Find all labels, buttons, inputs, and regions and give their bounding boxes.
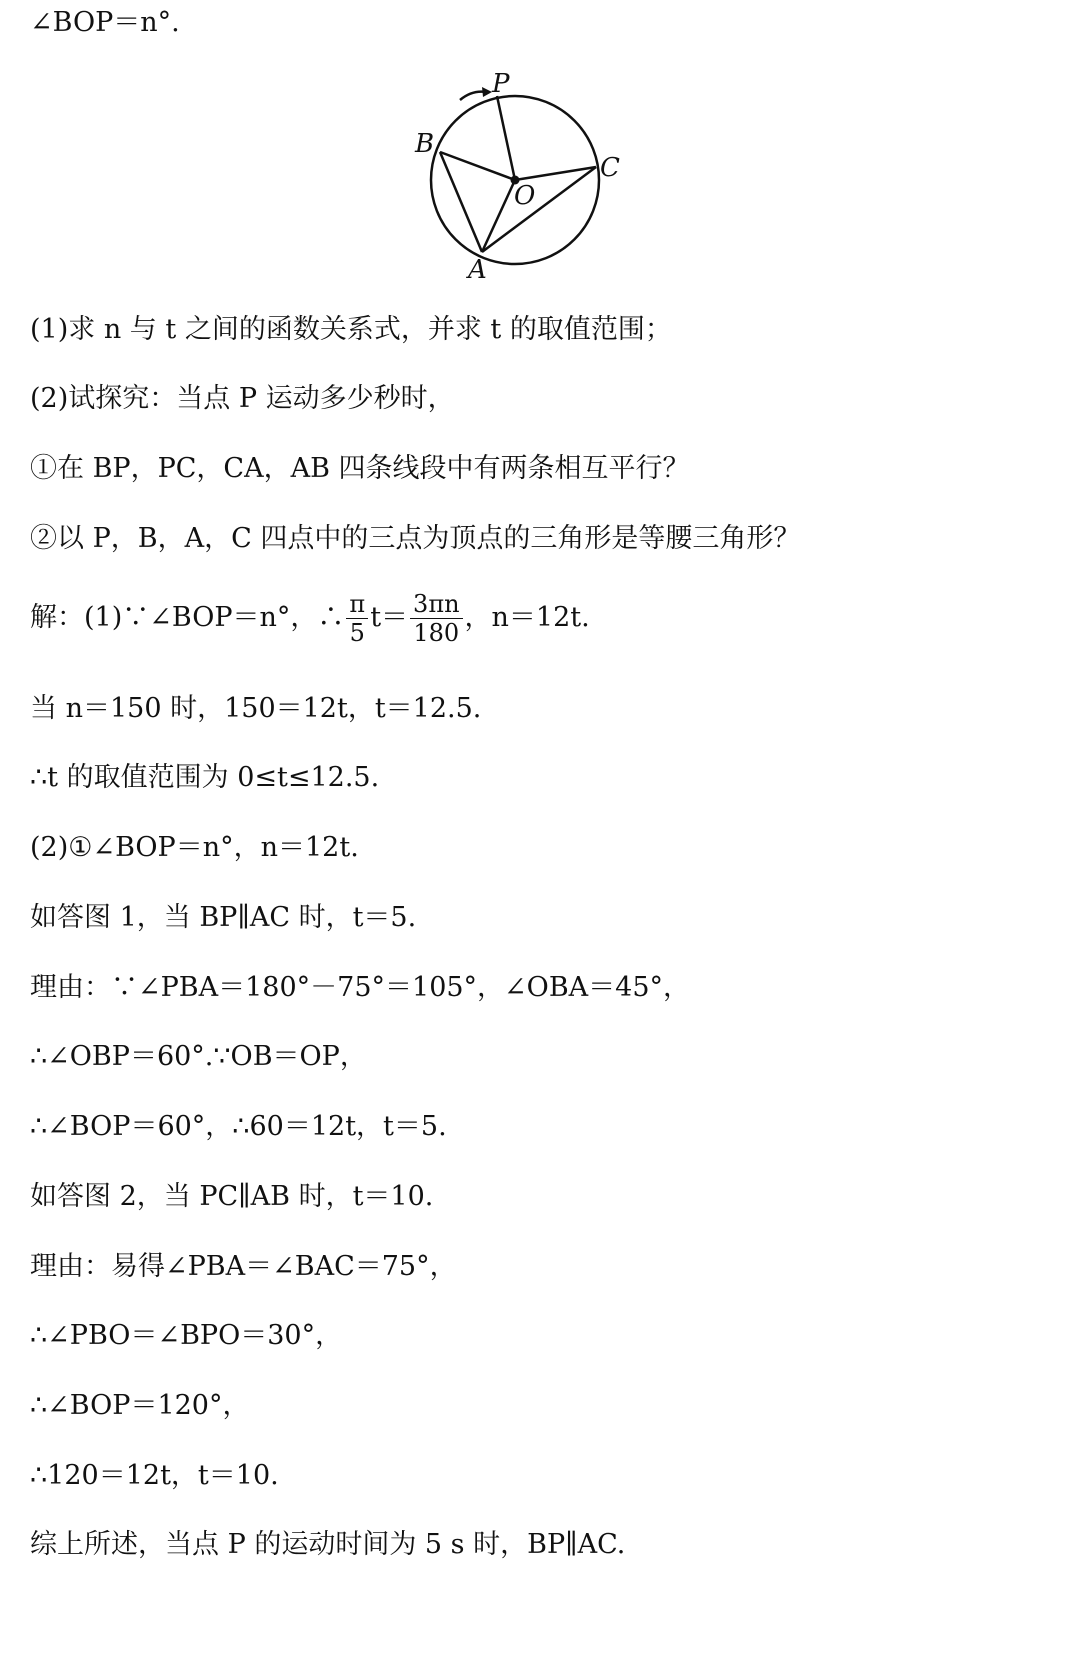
segment-OP	[497, 96, 515, 180]
label-A: A	[468, 255, 487, 285]
solution-line: 当 n＝150 时，150＝12t，t＝12.5.	[30, 693, 482, 724]
solution-line: 综上所述，当点 P 的运动时间为 5 s 时，BP∥AC.	[30, 1529, 626, 1560]
fraction-numerator: π	[346, 590, 368, 619]
circle-figure	[415, 69, 650, 302]
question-2-part-2: ②以 P，B，A，C 四点中的三点为顶点的三角形是等腰三角形？	[30, 523, 801, 554]
solution-line: ∴∠OBP＝60°.∵OB＝OP，	[30, 1041, 367, 1072]
segment-AB	[440, 152, 482, 252]
fraction-pi-over-5	[346, 590, 368, 647]
solution-line: ∴t 的取值范围为 0≤t≤12.5.	[30, 762, 380, 793]
solution-line: 如答图 2，当 PC∥AB 时，t＝10.	[30, 1181, 434, 1212]
fraction-denominator: 180	[413, 619, 460, 647]
segment-AC	[482, 167, 596, 252]
question-2-part-1: ①在 BP，PC，CA，AB 四条线段中有两条相互平行？	[30, 453, 690, 484]
question-1: (1)求 n 与 t 之间的函数关系式，并求 t 的取值范围；	[30, 314, 672, 345]
solution-line: ∴∠PBO＝∠BPO＝30°，	[30, 1320, 343, 1351]
solution-line: 理由：易得∠PBA＝∠BAC＝75°，	[30, 1251, 457, 1282]
solution-line: 理由：∵∠PBA＝180°－75°＝105°，∠OBA＝45°，	[30, 972, 691, 1003]
solution-intro	[30, 588, 590, 648]
label-O: O	[514, 181, 536, 211]
label-B: B	[415, 129, 435, 159]
rotation-arrowhead-icon	[482, 87, 492, 97]
label-P: P	[492, 69, 510, 99]
fraction-numerator: 3πn	[410, 590, 463, 619]
top-line: ∠BOP＝n°.	[30, 7, 180, 38]
question-2: (2)试探究：当点 P 运动多少秒时，	[30, 383, 455, 414]
rotation-arrow-icon	[460, 92, 486, 100]
solution-line: 如答图 1，当 BP∥AC 时，t＝5.	[30, 902, 417, 933]
label-C: C	[600, 153, 620, 183]
fraction-denominator: 5	[349, 619, 365, 647]
segment-OC	[515, 167, 596, 180]
fraction-3pin-over-180	[410, 590, 463, 647]
solution-intro-suffix: ，n＝12t.	[464, 602, 590, 633]
solution-intro-prefix: 解：(1)∵∠BOP＝n°，∴	[30, 602, 345, 633]
solution-intro-mid: t＝	[370, 602, 409, 633]
solution-line: ∴120＝12t，t＝10.	[30, 1460, 279, 1491]
solution-line: ∴∠BOP＝120°，	[30, 1390, 250, 1421]
solution-line: ∴∠BOP＝60°，∴60＝12t，t＝5.	[30, 1111, 447, 1142]
solution-line: (2)①∠BOP＝n°，n＝12t.	[30, 832, 359, 863]
